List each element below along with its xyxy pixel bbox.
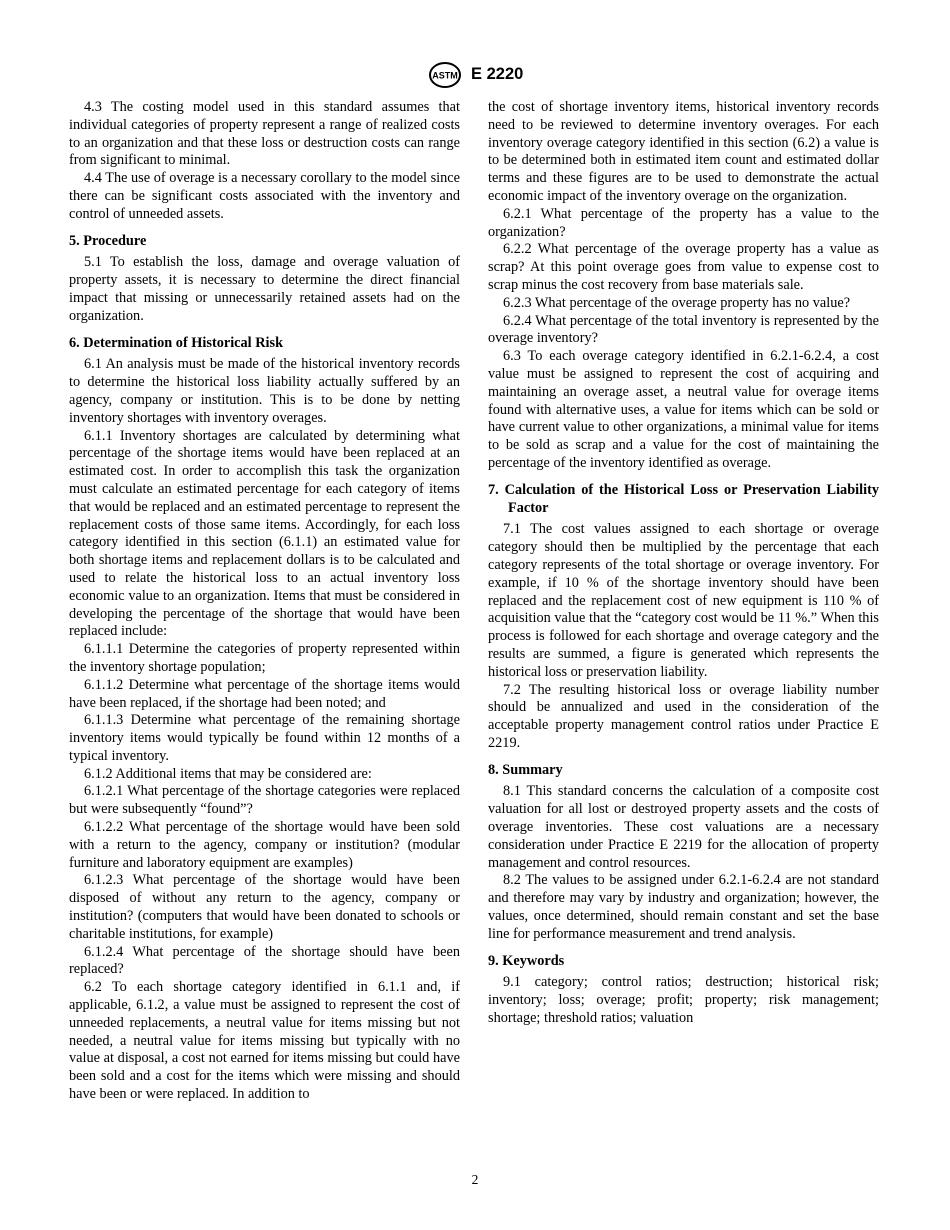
paragraph-6-1-2: 6.1.2 Additional items that may be considered are: [84, 765, 372, 782]
paragraph-4-3: 4.3 The costing model used in this standard assumes that individual categories of property represent a range of realized costs to an organization and that these loss or destruction costs can range from significant to minimal. [69, 99, 460, 169]
paragraph-6-1-2-2: 6.1.2.2 What percentage of the shortage would have been sold with a return to the agency, company or institution? (modular furniture and laboratory equipment are examples) [69, 819, 460, 871]
heading-procedure: 5. Procedure [69, 232, 147, 249]
page-header [0, 62, 950, 88]
paragraph-7-2: 7.2 The resulting historical loss or overage liability number should be annualized and used in the consideration of the acceptable property management control ratios under Practice E 2219. [488, 681, 879, 751]
heading-summary: 8. Summary [488, 761, 563, 778]
heading-historical-risk: 6. Determination of Historical Risk [69, 334, 284, 351]
paragraph-8-1: 8.1 This standard concerns the calculation of a composite cost valuation for all lost or destroyed property assets and the costs of overage inventories. These cost valuations are a necessary consideration under Practice E 2219 for the allocation of property management and control resources. [488, 783, 879, 871]
paragraph-4-4: 4.4 The use of overage is a necessary corollary to the model since there can be significant costs associated with the inventory and control of unneeded assets. [69, 170, 460, 222]
paragraph-6-2-1: 6.2.1 What percentage of the property has a value to the organization? [488, 205, 879, 240]
paragraph-5-1: 5.1 To establish the loss, damage and overage valuation of property assets, it is necessary to determine the direct financial impact that missing or unnecessarily retained assets had on the organization. [69, 254, 460, 324]
left-column [69, 99, 460, 1104]
svg-text:ASTM: ASTM [432, 70, 458, 81]
paragraph-6-1-1-2: 6.1.1.2 Determine what percentage of the shortage items would have been replaced, if the shortage had been noted; and [69, 676, 460, 711]
paragraph-6-2-3: 6.2.3 What percentage of the overage property has no value? [503, 294, 851, 311]
paragraph-6-2: 6.2 To each shortage category identified in 6.1.1 and, if applicable, 6.1.2, a value must be assigned to represent the cost of unneeded replacements, a neutral value for items missing but not needed, a neutral value for items missing but typically with no value at disposal, a cost not earned for items missing but could have been sold and a cost for the items which were missing and should have been or were replaced. In addition to [69, 979, 460, 1103]
right-column [488, 99, 879, 1028]
heading-keywords: 9. Keywords [488, 952, 565, 969]
paragraph-6-1: 6.1 An analysis must be made of the historical inventory records to determine the historical loss liability actually suffered by an agency, company or institution. This is to be done by netting inventory shortages with inventory overages. [69, 356, 460, 426]
paragraph-6-1-1: 6.1.1 Inventory shortages are calculated by determining what percentage of the shortage items would have been replaced at an estimated cost. In order to accomplish this task the organization must calculate an estimated percentage for each category of items that would be replaced and an estimated percentage to represent the replacement costs of those same items. Accordingly, for each loss category identified in this section (6.1.1) an estimated value for both shortage items and replacement dollars is to be calculated and used to relate the historical loss to an actual inventory loss economic value to an organization. Items that must be considered in developing the percentage of the shortage that would have been replaced include: [69, 427, 460, 640]
paragraph-8-2: 8.2 The values to be assigned under 6.2.1-6.2.4 are not standard and therefore may vary by industry and organization; however, the values, once determined, should remain constant and set the base line for performance measurement and trend analysis. [488, 872, 879, 942]
paragraph-9-1: 9.1 category; control ratios; destruction; historical risk; inventory; loss; overage; profit; property; risk management; shortage; threshold ratios; valuation [488, 974, 879, 1027]
paragraph-6-1-2-3: 6.1.2.3 What percentage of the shortage would have been disposed of without any return to the agency, company or institution? (computers that would have been donated to schools or charitable institutions, for example) [69, 872, 460, 942]
astm-logo-icon [428, 62, 462, 88]
paragraph-6-2-continued: the cost of shortage inventory items, historical inventory records need to be reviewed to determine inventory overages. For each inventory overage category identified in this section (6.2) a value is to be determined both in estimated item count and estimated dollar terms and these figures are to be used to demonstrate the actual economic impact of the inventory overage on the organization. [488, 99, 879, 204]
paragraph-6-1-1-1: 6.1.1.1 Determine the categories of property represented within the inventory shortage population; [69, 641, 460, 675]
paragraph-6-1-2-4: 6.1.2.4 What percentage of the shortage should have been replaced? [69, 943, 460, 978]
paragraph-6-3: 6.3 To each overage category identified in 6.2.1-6.2.4, a cost value must be assigned to represent the cost of acquiring and maintaining an overage asset, a neutral value for overage items found with alternative uses, a value for items which can be sold or have current value to other organizations, a minimal value for items to be sold as scrap and a value for the cost of maintaining the percentage of the inventory identified as overage. [488, 348, 879, 471]
paragraph-6-1-1-3: 6.1.1.3 Determine what percentage of the remaining shortage inventory items would typically be found within 12 months of a typical inventory. [69, 712, 460, 764]
page-number: 2 [471, 1172, 479, 1187]
paragraph-6-1-2-1: 6.1.2.1 What percentage of the shortage categories were replaced but were subsequently “found”? [69, 783, 460, 818]
heading-liability-factor: 7. Calculation of the Historical Loss or Preservation Liability Factor [488, 481, 879, 516]
paragraph-6-2-4: 6.2.4 What percentage of the total inventory is represented by the overage inventory? [488, 312, 879, 347]
document-number: E 2220 [471, 65, 524, 83]
paragraph-6-2-2: 6.2.2 What percentage of the overage property has a value as scrap? At this point overage goes from value to expense cost to scrap minus the cost recovery from base materials sale. [488, 241, 879, 293]
paragraph-7-1: 7.1 The cost values assigned to each shortage or overage category should then be multiplied by the percentage that each category represents of the total shortage or overage inventory. For example, if 10 % of the shortage inventory should have been replaced and the replacement cost of new equipment is 110 % of acquisition value that the “category cost would be 11 %.” When this process is followed for each shortage and overage category and the results are summed, a figure is generated which represents the historical loss or preservation liability. [488, 521, 879, 680]
